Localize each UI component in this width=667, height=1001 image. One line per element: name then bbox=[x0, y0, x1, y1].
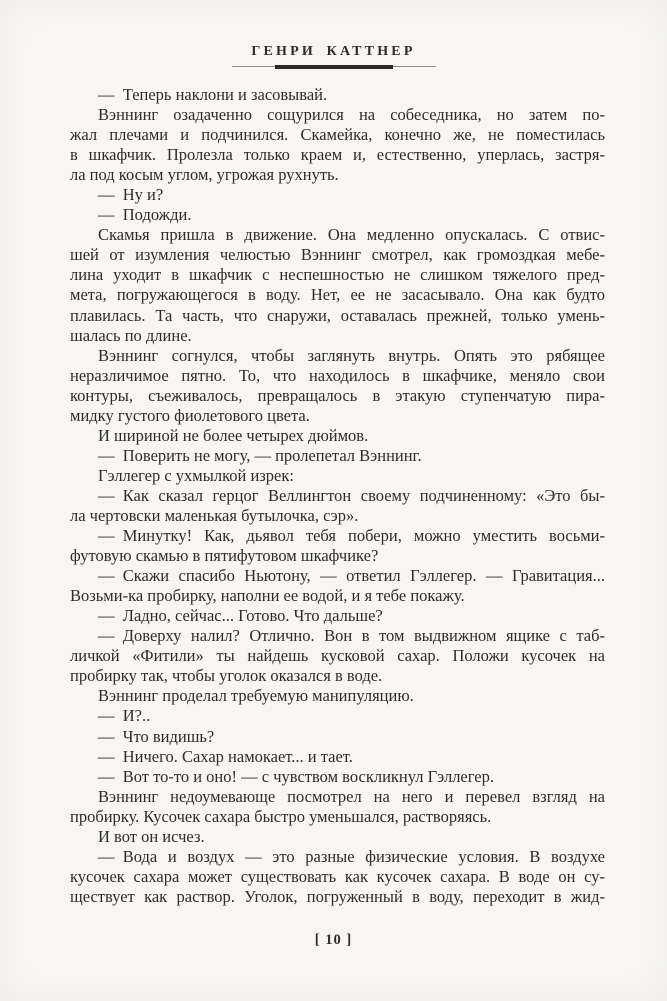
text-line: жал плечами и подчинился. Скамейка, конечно же, не поместилась bbox=[70, 125, 605, 145]
text-line: — Поверить не могу, — пролепетал Вэннинг. bbox=[98, 445, 422, 465]
text-line: неразличимое пятно. То, что находилось в шкафчике, меняло свои bbox=[70, 365, 605, 385]
text-line: — Ладно, сейчас... Готово. Что дальше? bbox=[98, 606, 383, 626]
rule-thick-bar bbox=[275, 65, 393, 69]
text-line: ществует как раствор. Уголок, погруженный в воду, переходит в жид- bbox=[70, 886, 605, 906]
text-line: мета, погружающегося в воду. Нет, ее не засасывало. Она как будто bbox=[70, 285, 605, 305]
page-number: [ 10 ] bbox=[314, 932, 353, 948]
text-line: Вэннинг озадаченно сощурился на собеседника, но затем по- bbox=[98, 105, 605, 125]
text-line: Возьми-ка пробирку, наполни ее водой, и я тебе покажу. bbox=[70, 586, 465, 606]
text-line: — Скажи спасибо Ньютону, — ответил Гэллегер. — Гравитация... bbox=[98, 566, 605, 586]
text-line: в шкафчик. Пролезла только краем и, естественно, уперлась, застря- bbox=[70, 145, 605, 165]
text-line: Гэллегер с ухмылкой изрек: bbox=[98, 465, 294, 485]
text-line: мидку густого фиолетового цвета. bbox=[70, 405, 310, 425]
text-line: — Теперь наклони и засовывай. bbox=[98, 85, 328, 104]
text-line: — Доверху налил? Отлично. Вон в том выдвижном ящике с таб- bbox=[98, 626, 605, 646]
text-line: кусочек сахара может существовать как кусочек сахара. В воде он су- bbox=[70, 866, 605, 886]
text-line: шалась по длине. bbox=[70, 325, 192, 345]
text-line: футовую скамью в пятифутовом шкафчике? bbox=[70, 546, 379, 566]
text-line: Вэннинг согнулся, чтобы заглянуть внутрь. Опять это рябящее bbox=[98, 345, 605, 365]
text-line: Вэннинг недоумевающе посмотрел на него и перевел взгляд на bbox=[98, 786, 605, 806]
text-line: Скамья пришла в движение. Она медленно опускалась. С отвис- bbox=[98, 225, 605, 245]
text-line: — Минутку! Как, дьявол тебя побери, можно уместить восьми- bbox=[98, 526, 605, 546]
text-line: И вот он исчез. bbox=[98, 826, 205, 846]
body-text bbox=[70, 85, 605, 907]
text-line: — Подожди. bbox=[98, 205, 192, 225]
text-line: ла под косым углом, угрожая рухнуть. bbox=[70, 165, 339, 185]
text-line: пробирку так, чтобы уголок оказался в воде. bbox=[70, 666, 383, 686]
text-line: — Вода и воздух — это разные физические условия. В воздухе bbox=[98, 846, 605, 866]
text-line: — Ничего. Сахар намокает... и тает. bbox=[98, 746, 353, 766]
text-line: личкой «Фитили» ты найдешь кусковой сахар. Положи кусочек на bbox=[70, 646, 605, 666]
text-line: — Ну и? bbox=[98, 185, 164, 205]
text-line: Вэннинг проделал требуемую манипуляцию. bbox=[98, 686, 414, 706]
text-line: — Что видишь? bbox=[98, 726, 215, 746]
text-line: И шириной не более четырех дюймов. bbox=[98, 425, 369, 445]
text-line: — Как сказал герцог Веллингтон своему подчиненному: «Это бы- bbox=[98, 485, 605, 505]
header-rule-ornament bbox=[232, 65, 436, 69]
text-line: контуры, съеживалось, превращалось в этакую ступенчатую пира- bbox=[70, 385, 605, 405]
text-line: плавилась. Та часть, что снаружи, оставалась прежней, только умень- bbox=[70, 305, 605, 325]
text-line: шей от изумления челюстью Вэннинг смотрел, как громоздкая мебе- bbox=[70, 245, 605, 265]
text-line: ла чертовски маленькая бутылочка, сэр». bbox=[70, 505, 359, 525]
text-line: — Вот то-то и оно! — с чувством воскликнул Гэллегер. bbox=[98, 766, 494, 786]
text-line: — И?.. bbox=[98, 706, 151, 726]
running-header-author: ГЕНРИ КАТТНЕР bbox=[251, 44, 416, 59]
text-line: лина уходит в шкафчик с неспешностью не слишком тяжелого пред- bbox=[70, 265, 605, 285]
text-line: пробирку. Кусочек сахара быстро уменьшался, растворяясь. bbox=[70, 806, 492, 826]
